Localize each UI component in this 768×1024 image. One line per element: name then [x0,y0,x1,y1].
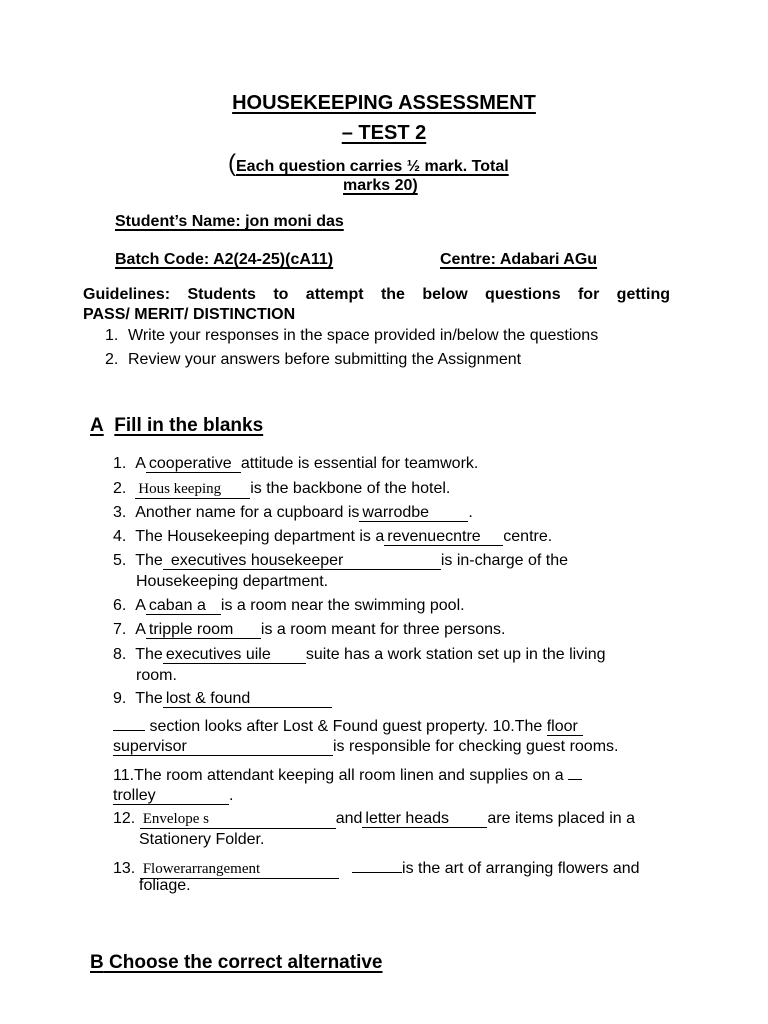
answer-q3: warrodbe [359,504,468,522]
marks-note-line2: marks 20) [343,177,418,194]
centre: Centre: Adabari AGu [440,251,598,268]
answer-q2: Hous keeping [135,481,250,499]
question-2: 2. Hous keeping is the backbone of the hotel. [113,480,451,497]
answer-q5: executives housekeeper [163,552,441,570]
question-5: 5. The executives housekeeper is in-charge of the [113,552,568,569]
question-7: 7. A tripple room is a room meant for three persons. [113,621,506,638]
question-5-cont: Housekeeping department. [136,573,329,590]
batch-code: Batch Code: A2(24-25)(cA11) [115,251,334,268]
question-12: 12. Envelope s and letter heads are items placed in a [113,810,636,827]
question-4: 4. The Housekeeping department is a revenuecntre centre. [113,528,553,545]
question-9-cont: section looks after Lost & Found guest property. 10.The floor [113,714,583,736]
page-title-line2: – TEST 2 [341,122,427,144]
answer-q12-part1: Envelope s [140,811,336,829]
question-13-cont: foliage. [139,877,191,894]
question-11-cont: trolley . [113,787,234,804]
answer-q10-part1: floor [547,718,583,736]
section-b-letter: B [90,952,104,973]
question-3: 3. Another name for a cupboard is warrodbe . [113,504,473,521]
question-6: 6. A caban a is a room near the swimming pool. [113,597,465,614]
answer-q13: Flowerarrangement [140,861,339,879]
section-a-letter: A [90,415,104,436]
guidelines-line1: Guidelines: Students to attempt the below questions for getting [83,286,670,303]
section-a-heading [90,415,263,437]
question-8-cont: room. [136,667,177,684]
guideline-item-1: 1. Write your responses in the space provided in/below the questions [105,327,599,344]
question-11: 11.The room attendant keeping all room linen and supplies on a [113,763,582,785]
answer-q11: trolley [113,787,229,805]
answer-q9: lost & found [163,690,332,708]
answer-q1: cooperative [146,455,241,473]
question-1: 1. A cooperative attitude is essential for teamwork. [113,455,479,472]
question-8: 8. The executives uile suite has a work station set up in the living [113,646,606,663]
marks-note-paren: ( [228,150,236,177]
marks-note-line1 [228,150,509,178]
marks-note-text1: Each question carries ½ mark. Total [236,158,509,175]
question-12-cont: Stationery Folder. [139,831,265,848]
answer-q4: revenuecntre [384,528,503,546]
answer-q10-part2: supervisor [113,738,333,756]
student-name: Student’s Name: jon moni das [115,213,344,230]
question-10: supervisor is responsible for checking guest rooms. [113,738,619,755]
question-13: 13. Flowerarrangement is the art of arranging flowers and [113,856,640,879]
answer-q6: caban a [146,597,221,615]
answer-q8: executives uile [163,646,306,664]
section-b-title: Choose the correct alternative [109,952,383,973]
answer-q7: tripple room [146,621,261,639]
page-title-line1: HOUSEKEEPING ASSESSMENT [232,92,536,114]
answer-q12-part2: letter heads [362,810,487,828]
section-b-heading [90,952,383,974]
guidelines-line2: PASS/ MERIT/ DISTINCTION [83,306,296,323]
question-9: 9. The lost & found [113,690,332,708]
section-a-title: Fill in the blanks [114,415,264,436]
guideline-item-2: 2. Review your answers before submitting the Assignment [105,351,522,368]
